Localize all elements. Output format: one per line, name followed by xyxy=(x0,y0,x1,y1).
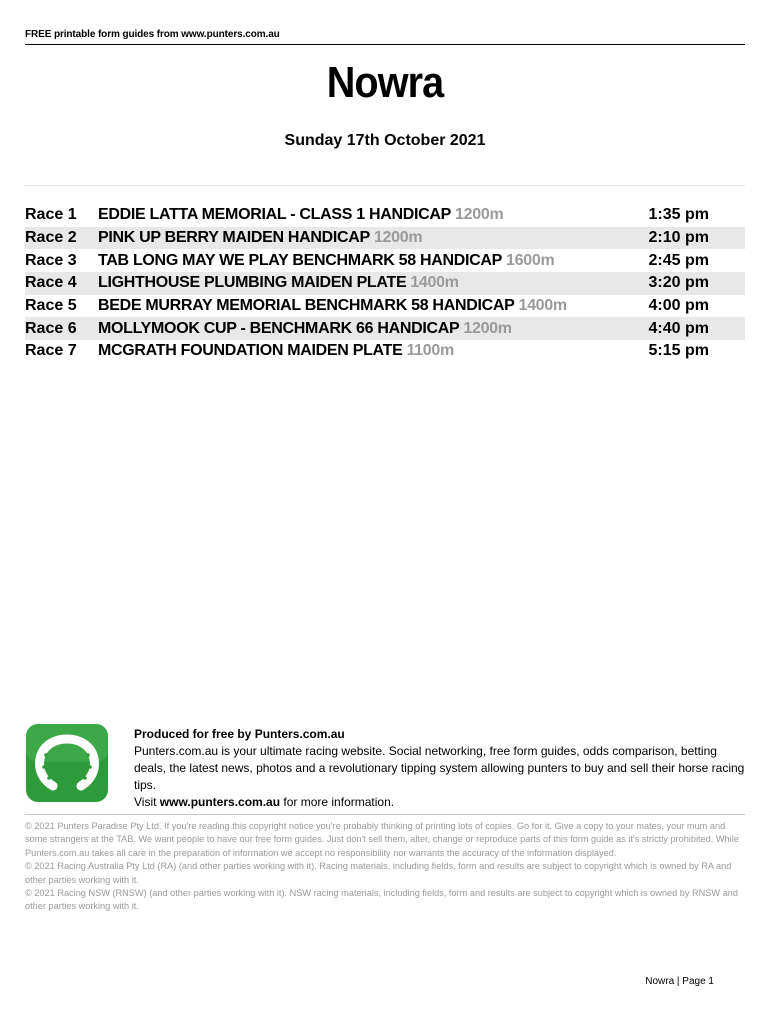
copyright-racing-nsw: © 2021 Racing NSW (RNSW) (and other parties working with it). NSW racing materials, including fields, form and results are subject to copyright which is owned by RNSW and other parties working with it. xyxy=(25,888,738,912)
race-name-cell xyxy=(98,342,647,360)
race-number: Race 5 xyxy=(25,297,77,315)
race-name-cell xyxy=(98,206,647,224)
page-header: FREE printable form guides from www.punters.com.au xyxy=(25,29,280,40)
race-row[interactable] xyxy=(25,249,745,272)
visit-suffix: for more information. xyxy=(280,795,395,809)
race-name-cell xyxy=(98,274,647,292)
race-number: Race 6 xyxy=(25,319,77,337)
race-time: 3:20 pm xyxy=(648,274,709,292)
race-time: 5:15 pm xyxy=(648,342,709,360)
race-row[interactable] xyxy=(25,272,745,295)
race-name-cell xyxy=(98,229,647,247)
race-name-cell xyxy=(98,252,647,270)
header-divider xyxy=(25,44,745,45)
race-distance: 1100m xyxy=(406,342,454,360)
race-distance: 1400m xyxy=(518,297,567,315)
promo-text xyxy=(134,726,746,811)
race-number: Race 7 xyxy=(25,342,77,360)
promo-body: Punters.com.au is your ultimate racing website. Social networking, free form guides, odds comparison, betting deals, the latest news, photos and a revolutionary tipping system allowing punters to buy and sell their horse racing tips. xyxy=(134,744,745,792)
race-distance: 1200m xyxy=(373,229,423,247)
venue-title: Nowra xyxy=(326,58,444,107)
race-number: Race 4 xyxy=(25,274,77,292)
promo-section xyxy=(25,723,745,809)
race-name: EDDIE LATTA MEMORIAL - CLASS 1 HANDICAP xyxy=(98,206,452,224)
race-name: MOLLYMOOK CUP - BENCHMARK 66 HANDICAP xyxy=(98,319,460,337)
race-distance: 1400m xyxy=(410,274,459,292)
title-divider xyxy=(25,185,745,186)
race-distance: 1200m xyxy=(455,206,504,224)
race-time: 2:45 pm xyxy=(648,251,709,269)
visit-prefix: Visit xyxy=(134,795,160,809)
race-time: 4:00 pm xyxy=(648,297,709,315)
race-number: Race 1 xyxy=(25,206,77,224)
promo-title: Produced for free by Punters.com.au xyxy=(134,727,345,741)
race-row[interactable] xyxy=(25,227,745,250)
copyright-punters: © 2021 Punters Paradise Pty Ltd. If you're reading this copyright notice you're probably thinking of printing lots of copies. Go for it. Give a copy to your mates, your mum and some strangers at the TAB. We want people to have our free form guides. Just don't sell them, alter, change or reproduce parts of this form guide as it's strictly prohibited. While Punters.com.au takes all care in the preparation of information we accept no responsibility nor warrants the accuracy of the information displayed. xyxy=(25,821,739,858)
race-name-cell xyxy=(98,297,647,315)
race-distance: 1200m xyxy=(463,319,512,337)
race-row[interactable] xyxy=(25,317,745,340)
race-row[interactable] xyxy=(25,340,745,363)
race-row[interactable] xyxy=(25,295,745,318)
promo-divider xyxy=(25,814,745,815)
race-name-cell xyxy=(98,320,647,338)
race-time: 1:35 pm xyxy=(648,206,709,224)
copyright-notice xyxy=(25,820,745,914)
race-date: Sunday 17th October 2021 xyxy=(284,132,486,149)
page-number: Nowra | Page 1 xyxy=(645,976,714,987)
copyright-racing-australia: © 2021 Racing Australia Pty Ltd (RA) (and other parties working with it). Racing materials, including fields, form and results are subject to copyright which is owned by RA and other parties working with it. xyxy=(25,861,732,885)
promo-visit-line xyxy=(134,794,746,811)
race-name: PINK UP BERRY MAIDEN HANDICAP xyxy=(98,229,370,247)
race-name: TAB LONG MAY WE PLAY BENCHMARK 58 HANDICAP xyxy=(98,251,503,269)
race-distance: 1600m xyxy=(506,251,555,269)
race-time: 2:10 pm xyxy=(648,229,709,247)
punters-link[interactable]: www.punters.com.au xyxy=(159,795,281,809)
race-name: BEDE MURRAY MEMORIAL BENCHMARK 58 HANDICAP xyxy=(98,297,515,315)
race-number: Race 2 xyxy=(25,229,77,247)
race-number: Race 3 xyxy=(25,251,77,269)
race-time: 4:40 pm xyxy=(648,319,709,337)
horseshoe-icon[interactable] xyxy=(25,723,109,803)
race-name: MCGRATH FOUNDATION MAIDEN PLATE xyxy=(98,342,403,360)
race-list xyxy=(25,204,745,363)
race-name: LIGHTHOUSE PLUMBING MAIDEN PLATE xyxy=(98,274,407,292)
race-row[interactable] xyxy=(25,204,745,227)
